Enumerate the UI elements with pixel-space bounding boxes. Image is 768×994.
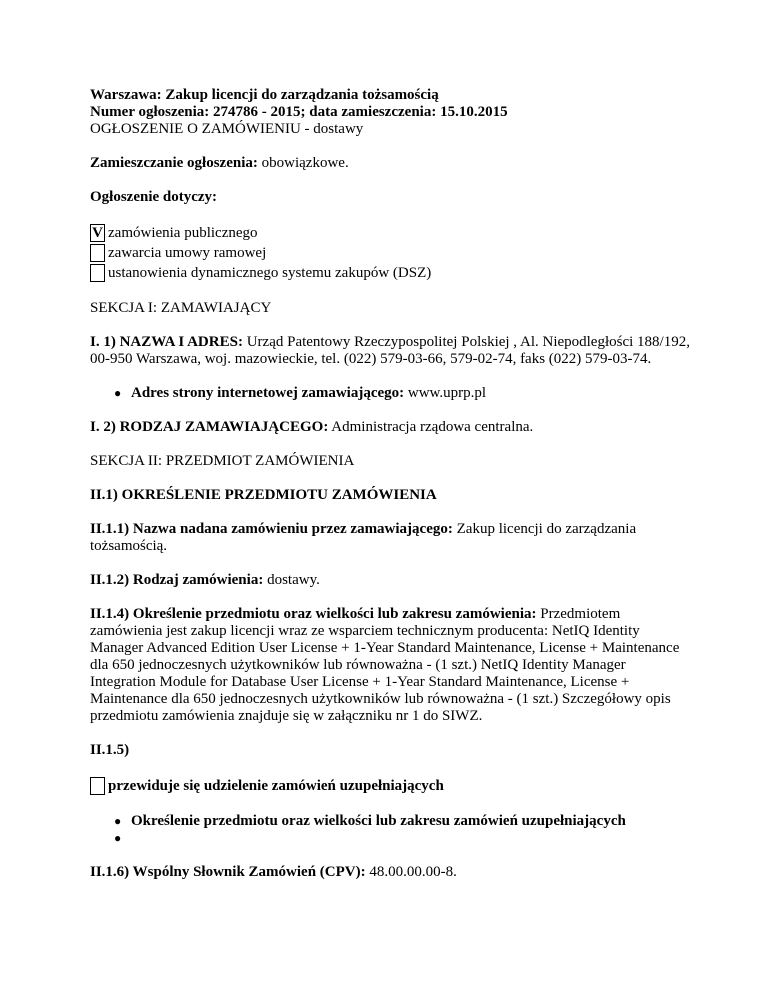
obligatory-value: obowiązkowe.	[261, 155, 349, 171]
section-2-title: SEKCJA II: PRZEDMIOT ZAMÓWIENIA	[90, 453, 355, 469]
option-label: zamówienia publicznego	[108, 224, 258, 241]
supplementary-checkbox	[90, 777, 105, 795]
list-item	[90, 813, 690, 830]
concerns-options	[90, 223, 690, 283]
announcement-number: Numer ogłoszenia: 274786 - 2015; data zamieszczenia: 15.10.2015	[90, 104, 508, 120]
authority-type-label: I. 2) RODZAJ ZAMAWIAJĄCEGO:	[90, 419, 329, 435]
obligatory-label: Zamieszczanie ogłoszenia:	[90, 155, 258, 171]
option-label: ustanowienia dynamicznego systemu zakupów (DSZ)	[108, 264, 432, 281]
cpv-value: 48.00.00.00-8.	[369, 864, 457, 880]
website-label: Adres strony internetowej zamawiającego:	[131, 385, 405, 401]
section-1-title: SEKCJA I: ZAMAWIAJĄCY	[90, 300, 272, 316]
section-2-subtitle: II.1) OKREŚLENIE PRZEDMIOTU ZAMÓWIENIA	[90, 487, 437, 503]
option-framework-agreement	[90, 243, 690, 263]
website-list	[90, 385, 690, 402]
announcement-document	[90, 87, 690, 881]
authority-type-value: Administracja rządowa centralna.	[331, 419, 534, 435]
supplementary-label: przewiduje się udzielenie zamówień uzupełniających	[108, 777, 444, 794]
supplementary-list	[90, 813, 690, 847]
option-checkbox: V	[90, 224, 105, 242]
list-item	[90, 385, 690, 402]
announcement-type: OGŁOSZENIE O ZAMÓWIENIU - dostawy	[90, 121, 364, 137]
cpv-code	[90, 864, 690, 881]
order-kind	[90, 572, 690, 589]
section-2-1-5-label: II.1.5)	[90, 742, 130, 758]
bullet-icon: ●	[114, 814, 122, 828]
option-public-order	[90, 223, 690, 243]
option-checkbox	[90, 244, 105, 262]
supplementary-item-text: Określenie przedmiotu oraz wielkości lub zakresu zamówień uzupełniających	[131, 813, 626, 829]
concerns-label: Ogłoszenie dotyczy:	[90, 189, 218, 205]
order-scope-value: Przedmiotem zamówienia jest zakup licencji wraz ze wsparciem technicznym producenta: NetIQ Identity Manager Advanced Edition User License + 1-Year Standard Maintenance, License + Maintenance dla 650 jednoczesnych użytkowników lub równoważna - (1 szt.) NetIQ Identity Manager Integration Module for Database User License + 1-Year Standard Maintenance, License + Maintenance dla 650 jednoczesnych użytkowników lub równoważna - (1 szt.) Szczegółowy opis przedmiotu zamówienia znajduje się w załączniku nr 1 do SIWZ.	[90, 606, 680, 724]
option-label: zawarcia umowy ramowej	[108, 244, 267, 261]
order-scope	[90, 606, 690, 725]
order-name-value: Zakup licencji do zarządzania tożsamością.	[90, 521, 637, 554]
order-name-label: II.1.1) Nazwa nadana zamówieniu przez zamawiającego:	[90, 521, 453, 537]
obligatory-line	[90, 155, 690, 172]
order-kind-label: II.1.2) Rodzaj zamówienia:	[90, 572, 264, 588]
bullet-icon: ●	[114, 386, 122, 400]
bullet-icon: ●	[114, 831, 122, 845]
authority-type	[90, 419, 690, 436]
website-link[interactable]: www.uprp.pl	[407, 385, 487, 401]
order-kind-value: dostawy.	[267, 572, 320, 588]
supplementary-orders-option	[90, 776, 690, 796]
address-value: Urząd Patentowy Rzeczypospolitej Polskiej , Al. Niepodległości 188/192, 00-950 Warszawa, woj. mazowieckie, tel. (022) 579-03-66, 579-02-74, faks (022) 579-03-74.	[90, 334, 690, 367]
address-label: I. 1) NAZWA I ADRES:	[90, 334, 243, 350]
order-name	[90, 521, 690, 555]
header-title: Warszawa: Zakup licencji do zarządzania tożsamością	[90, 87, 439, 103]
order-scope-label: II.1.4) Określenie przedmiotu oraz wielkości lub zakresu zamówienia:	[90, 606, 537, 622]
option-dynamic-system	[90, 263, 690, 283]
contracting-authority-address	[90, 334, 690, 368]
list-item	[90, 830, 690, 847]
cpv-label: II.1.6) Wspólny Słownik Zamówień (CPV):	[90, 864, 366, 880]
option-checkbox	[90, 264, 105, 282]
